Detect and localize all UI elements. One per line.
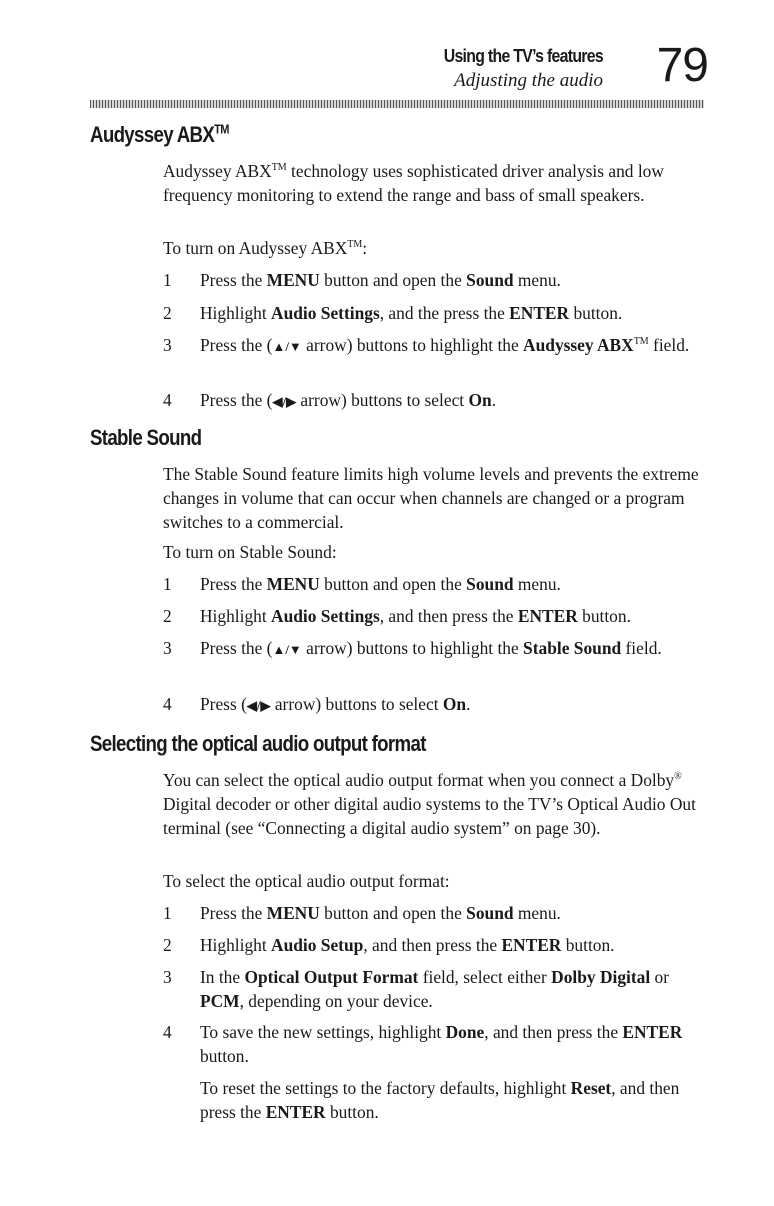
audyssey-lead: To turn on Audyssey ABX™:: [163, 238, 368, 258]
header-rule: [90, 100, 704, 108]
optical-reset-note: To reset the settings to the factory defaults, highlight Reset, and then press the ENTER button.: [200, 1078, 680, 1122]
heading-optical-output: Selecting the optical audio output format: [90, 731, 426, 756]
heading-audyssey: Audyssey ABX™: [90, 121, 229, 147]
audyssey-intro: Audyssey ABX™ technology uses sophisticated driver analysis and low frequency monitoring to extend the range and bass of small speakers.: [163, 161, 664, 205]
left-right-arrow-icon: ◀/▶: [272, 394, 297, 409]
optical-lead: To select the optical audio output format:: [163, 871, 450, 891]
stable-intro: The Stable Sound feature limits high volume levels and prevents the extreme changes in volume that can occur when channels are changed or a program switches to a commercial.: [163, 464, 699, 532]
running-header-chapter: Using the TV’s features: [443, 46, 603, 66]
stable-lead: To turn on Stable Sound:: [163, 542, 337, 562]
left-right-arrow-icon: ◀/▶: [246, 698, 271, 713]
up-down-arrow-icon: ▲/▼: [272, 642, 302, 657]
up-down-arrow-icon: ▲/▼: [272, 339, 302, 354]
page-number: 79: [656, 39, 708, 92]
heading-stable-sound: Stable Sound: [90, 425, 202, 450]
optical-intro: You can select the optical audio output format when you connect a Dolby® Digital decoder or other digital audio systems to the TV’s Optical Audio Out terminal (see “Connecting a digital audio system” on page 30).: [163, 770, 696, 838]
running-header-section: Adjusting the audio: [454, 70, 603, 91]
